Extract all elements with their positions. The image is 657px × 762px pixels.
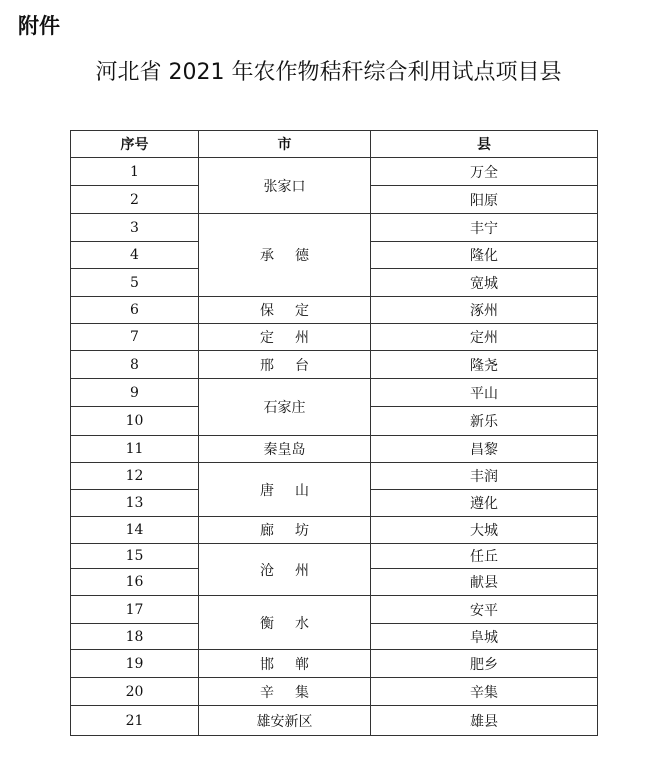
seq-cell: 3 — [71, 214, 199, 242]
city-cell: 定州 — [199, 324, 371, 351]
seq-cell: 17 — [71, 596, 199, 624]
county-cell: 任丘 — [371, 544, 598, 569]
county-cell: 宽城 — [371, 269, 598, 297]
county-cell: 昌黎 — [371, 436, 598, 463]
city-cell: 石家庄 — [199, 379, 371, 436]
city-cell: 廊坊 — [199, 517, 371, 544]
city-cell: 衡水 — [199, 596, 371, 650]
table-header-row — [71, 131, 598, 158]
county-cell: 阜城 — [371, 624, 598, 650]
city-cell: 辛集 — [199, 678, 371, 706]
county-cell: 阳原 — [371, 186, 598, 214]
county-cell: 遵化 — [371, 490, 598, 517]
county-cell: 雄县 — [371, 706, 598, 736]
county-cell: 隆化 — [371, 242, 598, 269]
seq-cell: 2 — [71, 186, 199, 214]
table-row — [71, 650, 598, 678]
seq-cell: 21 — [71, 706, 199, 736]
table-row — [71, 436, 598, 463]
county-cell: 定州 — [371, 324, 598, 351]
seq-cell: 11 — [71, 436, 199, 463]
seq-cell: 18 — [71, 624, 199, 650]
seq-cell: 12 — [71, 463, 199, 490]
city-cell: 秦皇岛 — [199, 436, 371, 463]
county-cell: 万全 — [371, 158, 598, 186]
city-cell: 唐山 — [199, 463, 371, 517]
seq-cell: 9 — [71, 379, 199, 407]
seq-cell: 13 — [71, 490, 199, 517]
table-row — [71, 544, 598, 569]
county-cell: 大城 — [371, 517, 598, 544]
table-row — [71, 214, 598, 242]
city-cell: 承德 — [199, 214, 371, 297]
city-cell: 邯郸 — [199, 650, 371, 678]
header-county: 县 — [371, 131, 598, 158]
county-cell: 安平 — [371, 596, 598, 624]
county-cell: 辛集 — [371, 678, 598, 706]
table-row — [71, 596, 598, 624]
county-cell: 丰润 — [371, 463, 598, 490]
city-cell: 保定 — [199, 297, 371, 324]
city-cell: 张家口 — [199, 158, 371, 214]
table-row — [71, 379, 598, 407]
table-row — [71, 678, 598, 706]
county-cell: 平山 — [371, 379, 598, 407]
seq-cell: 10 — [71, 407, 199, 436]
county-cell: 隆尧 — [371, 351, 598, 379]
seq-cell: 5 — [71, 269, 199, 297]
header-city: 市 — [199, 131, 371, 158]
seq-cell: 4 — [71, 242, 199, 269]
table-row — [71, 351, 598, 379]
pilot-county-table — [70, 130, 598, 736]
seq-cell: 1 — [71, 158, 199, 186]
city-cell: 沧州 — [199, 544, 371, 596]
table-row — [71, 297, 598, 324]
county-cell: 肥乡 — [371, 650, 598, 678]
seq-cell: 14 — [71, 517, 199, 544]
county-cell: 献县 — [371, 569, 598, 596]
seq-cell: 19 — [71, 650, 199, 678]
table-row — [71, 517, 598, 544]
seq-cell: 16 — [71, 569, 199, 596]
county-cell: 新乐 — [371, 407, 598, 436]
header-seq: 序号 — [71, 131, 199, 158]
seq-cell: 15 — [71, 544, 199, 569]
attachment-label: 附件 — [18, 14, 60, 38]
county-cell: 丰宁 — [371, 214, 598, 242]
table-row — [71, 158, 598, 186]
table-row — [71, 324, 598, 351]
table-row — [71, 706, 598, 736]
city-cell: 雄安新区 — [199, 706, 371, 736]
seq-cell: 20 — [71, 678, 199, 706]
seq-cell: 7 — [71, 324, 199, 351]
seq-cell: 8 — [71, 351, 199, 379]
table-body — [71, 158, 598, 736]
city-cell: 邢台 — [199, 351, 371, 379]
seq-cell: 6 — [71, 297, 199, 324]
table-row — [71, 463, 598, 490]
page-title: 河北省 2021 年农作物秸秆综合利用试点项目县 — [95, 60, 562, 85]
county-cell: 涿州 — [371, 297, 598, 324]
